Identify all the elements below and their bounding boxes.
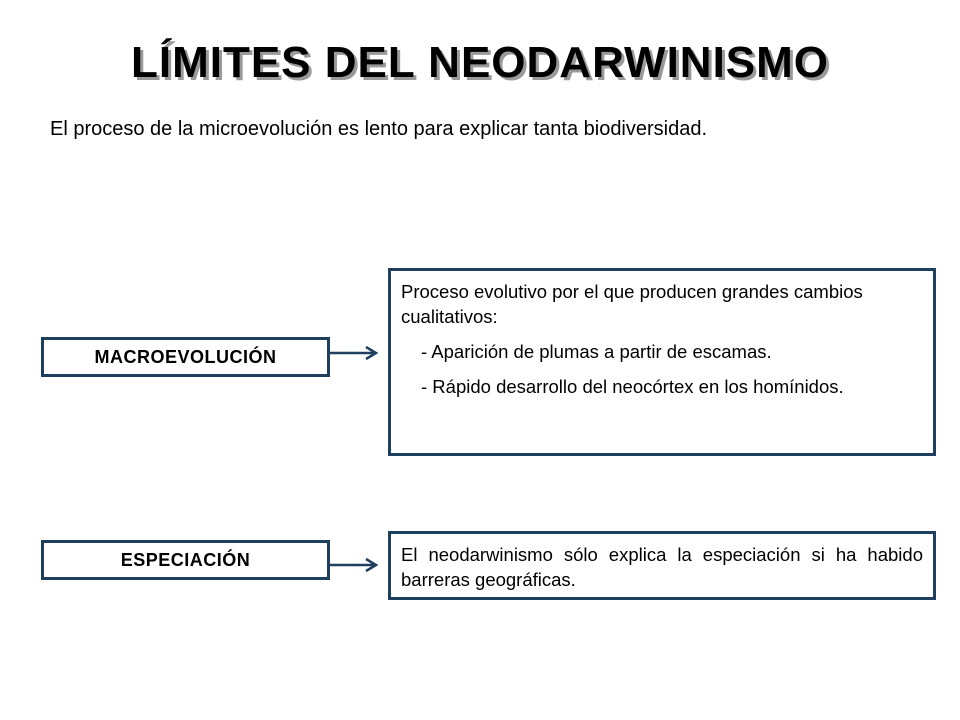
especiacion-label-box — [41, 540, 330, 580]
macroevolucion-label-box — [41, 337, 330, 377]
page-title: LÍMITES DEL NEODARWINISMO — [130, 38, 830, 87]
macroevolucion-label: MACROEVOLUCIÓN — [94, 346, 277, 367]
subtitle: El proceso de la microevolución es lento para explicar tanta biodiversidad. — [50, 118, 708, 140]
macroevolucion-description-box — [388, 268, 936, 456]
especiacion-description: El neodarwinismo sólo explica la especiación si ha habido barreras geográficas. — [401, 544, 923, 590]
macroevolucion-item: - Rápido desarrollo del neocórtex en los homínidos. — [421, 376, 844, 397]
arrow-macroevolucion-icon — [330, 343, 382, 363]
macroevolucion-item: - Aparición de plumas a partir de escamas. — [421, 341, 772, 362]
especiacion-description-box — [388, 531, 936, 600]
especiacion-label: ESPECIACIÓN — [120, 549, 251, 570]
macroevolucion-description: Proceso evolutivo por el que producen grandes cambios cualitativos: — [401, 281, 863, 327]
arrow-especiacion-icon — [330, 555, 382, 575]
